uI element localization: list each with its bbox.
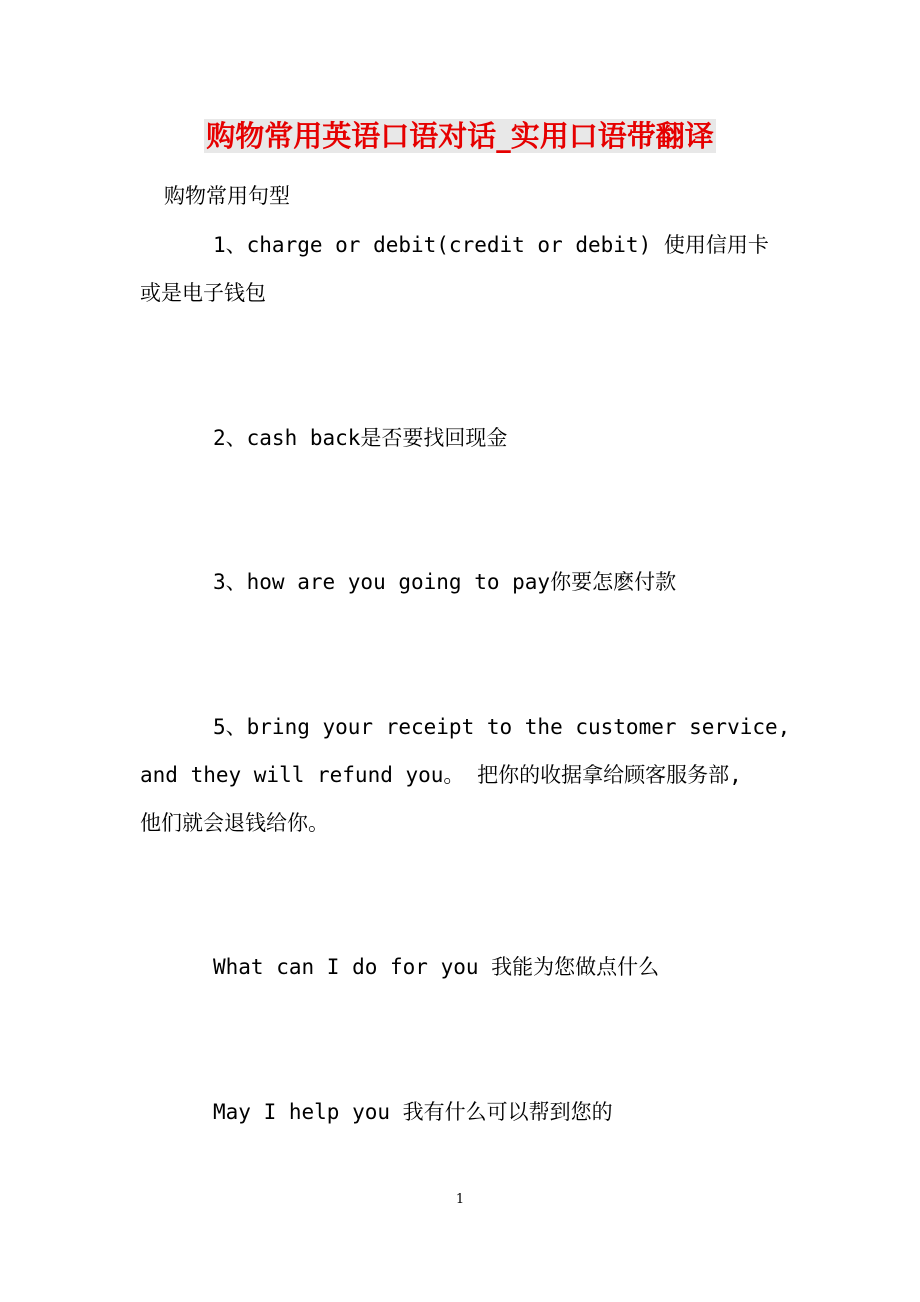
item-5-line-1: 5、bring your receipt to the customer service, [213,715,791,739]
document-title-text: 购物常用英语口语对话_实用口语带翻译 [206,119,714,153]
item-1-line-2: 或是电子钱包 [140,281,266,305]
phrase-2: May I help you 我有什么可以帮到您的 [213,1100,613,1124]
item-3: 3、how are you going to pay你要怎麽付款 [213,570,677,594]
page-number: 1 [455,1192,465,1207]
section-heading: 购物常用句型 [164,184,290,208]
phrase-1: What can I do for you 我能为您做点什么 [213,955,660,979]
item-2: 2、cash back是否要找回现金 [213,426,508,450]
item-5-line-2: and they will refund you。 把你的收据拿给顾客服务部, [140,763,742,787]
item-1-line-1: 1、charge or debit(credit or debit) 使用信用卡 [213,233,769,257]
document-title [0,116,920,156]
item-5-line-3: 他们就会退钱给你。 [140,811,329,835]
